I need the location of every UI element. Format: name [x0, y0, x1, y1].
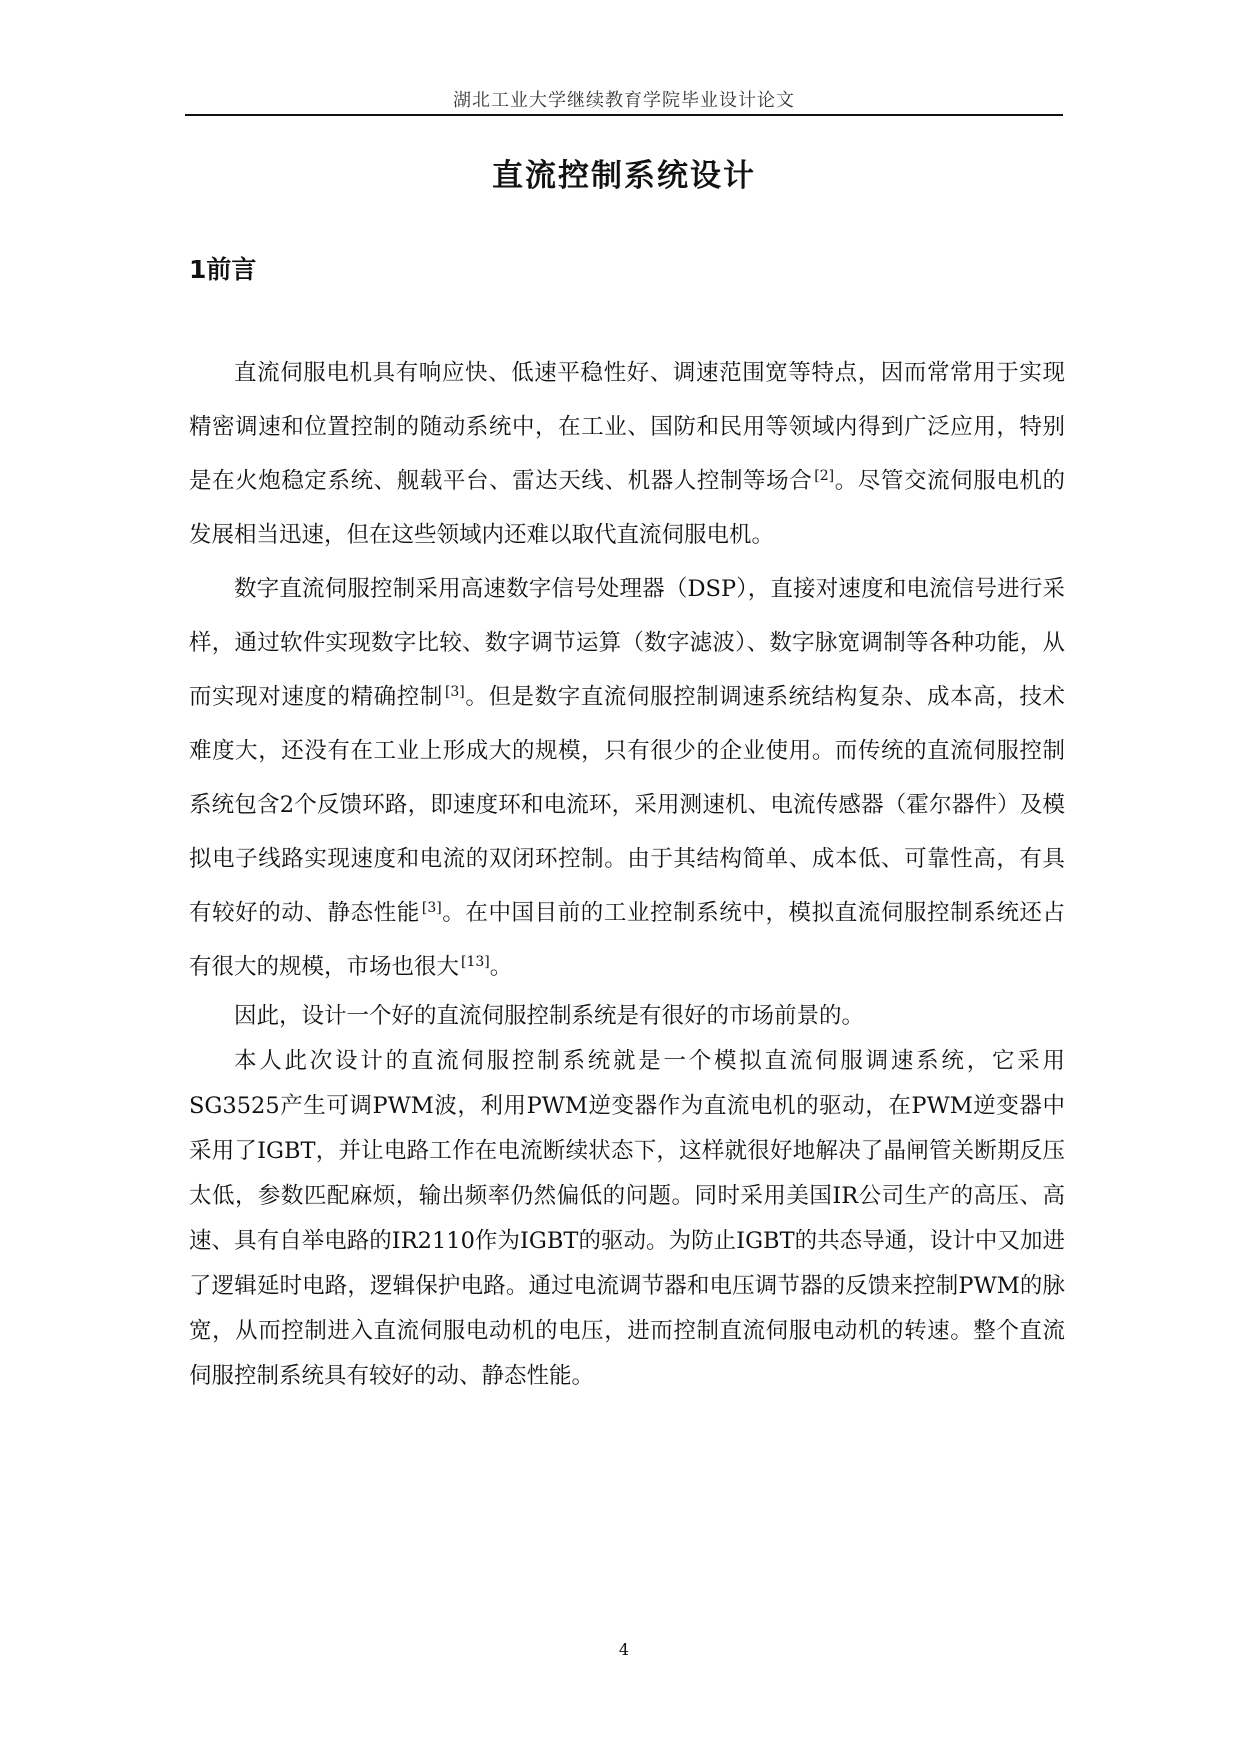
header-rule: [185, 114, 1063, 116]
paragraph-2-text-3: 。在中国目前的工业控制系统中，模拟直流伺服控制系统还占有很大的规模，市场也很大: [189, 900, 1065, 980]
section-heading: 1前言: [189, 255, 257, 284]
paragraph-2-text-2: 。但是数字直流伺服控制调速系统结构复杂、成本高，技术难度大，还没有在工业上形成大的规模，只有很少的企业使用。而传统的直流伺服控制系统包含2个反馈环路，即速度环和电流环，采用测速机、电流传感器（霍尔器件）及模拟电子线路实现速度和电流的双闭环控制。由于其结构简单、成本低、可靠性高，有具有较好的动、静态性能: [189, 684, 1065, 926]
paragraph-2: [189, 562, 1065, 994]
page-number: 4: [618, 1640, 630, 1659]
running-header: 湖北工业大学继续教育学院毕业设计论文: [453, 90, 795, 111]
citation-ref: [3]: [444, 683, 465, 700]
body-text: [189, 346, 1065, 1399]
paragraph-2-text-1: 数字直流伺服控制采用高速数字信号处理器（DSP），直接对速度和电流信号进行采样，通过软件实现数字比较、数字调节运算（数字滤波）、数字脉宽调制等各种功能，从而实现对速度的精确控制: [189, 576, 1065, 710]
citation-ref: [2]: [814, 467, 835, 484]
paragraph-1-text-1: 直流伺服电机具有响应快、低速平稳性好、调速范围宽等特点，因而常常用于实现精密调速和位置控制的随动系统中，在工业、国防和民用等领域内得到广泛应用，特别是在火炮稳定系统、舰载平台、雷达天线、机器人控制等场合: [189, 360, 1065, 494]
paragraph-1-text-2: 。尽管交流伺服电机的发展相当迅速，但在这些领域内还难以取代直流伺服电机。: [189, 468, 1065, 548]
paragraph-1: [189, 346, 1065, 562]
paragraph-3: 因此，设计一个好的直流伺服控制系统是有很好的市场前景的。: [234, 1003, 865, 1029]
paper-title: 直流控制系统设计: [492, 158, 756, 194]
paragraph-4: 本人此次设计的直流伺服控制系统就是一个模拟直流伺服调速系统，它采用SG3525产生可调PWM波，利用PWM逆变器作为直流电机的驱动，在PWM逆变器中采用了IGBT，并让电路工作在电流断续状态下，这样就很好地解决了晶闸管关断期反压太低，参数匹配麻烦，输出频率仍然偏低的问题。同时采用美国IR公司生产的高压、高速、具有自举电路的IR2110作为IGBT的驱动。为防止IGBT的共态导通，设计中又加进了逻辑延时电路，逻辑保护电路。通过电流调节器和电压调节器的反馈来控制PWM的脉宽，从而控制进入直流伺服电动机的电压，进而控制直流伺服电动机的转速。整个直流伺服控制系统具有较好的动、静态性能。: [189, 1048, 1065, 1389]
paragraph-2-text-4: 。: [489, 954, 513, 980]
citation-ref: [13]: [461, 953, 490, 970]
citation-ref: [3]: [421, 899, 442, 916]
